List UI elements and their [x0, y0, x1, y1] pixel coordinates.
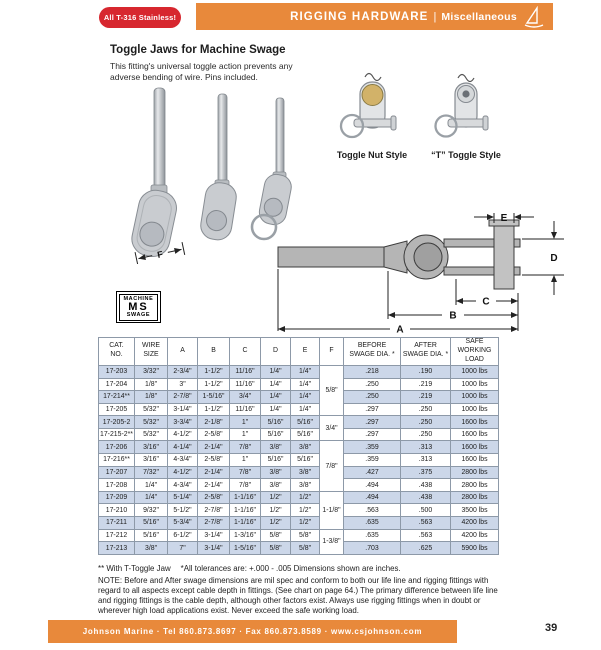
- footer-contact-bar: Johnson Marine · Tel 860.873.8697 · Fax 860.873.8589 · www.csjohnson.com: [48, 620, 457, 643]
- wire-squiggle-icon: [365, 74, 381, 81]
- page-description-line1: This fitting's universal toggle action prevents any: [110, 61, 293, 71]
- table-cell: 1000 lbs: [451, 365, 499, 378]
- table-row: [99, 491, 499, 504]
- table-cell: 1": [230, 416, 261, 429]
- table-cell: 1/2": [261, 517, 291, 530]
- table-cell: 1": [230, 428, 261, 441]
- table-cell: .297: [344, 403, 401, 416]
- table-cell: 17-212: [99, 529, 135, 542]
- table-cell: 3/8": [261, 441, 291, 454]
- table-row: [99, 542, 499, 555]
- table-cell: .219: [401, 391, 451, 404]
- toggle-nut-style-caption: Toggle Nut Style: [336, 150, 408, 160]
- table-row: [99, 365, 499, 378]
- column-header: E: [291, 338, 320, 366]
- table-cell: 1000 lbs: [451, 378, 499, 391]
- ms-badge-line1: MACHINE: [123, 295, 154, 302]
- toggle-nut-style-photo: [332, 68, 412, 151]
- footnote-tolerances: [98, 564, 411, 573]
- table-cell: .427: [344, 466, 401, 479]
- footnote-t-toggle: ** With T-Toggle Jaw: [98, 564, 171, 573]
- table-cell: 5/16": [291, 428, 320, 441]
- table-cell: .563: [344, 504, 401, 517]
- dim-label-b: B: [449, 310, 457, 322]
- footnote-note: NOTE: Before and After swage dimensions are mil spec and conform to both our life line and rigging fittings with regard to all aspects except cable depth in fittings. (See chart on page 64.) The primary difference between life line and rigging fittings is the cable depth, although other factors exist. Always use rigging fittings when in doubt or wherever high load applications exist. Never exceed the safe working load.: [98, 576, 498, 616]
- table-cell: 17-205: [99, 403, 135, 416]
- dim-label-a: A: [396, 324, 404, 335]
- wire-squiggle-icon: [458, 75, 474, 82]
- table-cell: 1-1/16": [230, 491, 261, 504]
- table-cell: 5/16": [291, 416, 320, 429]
- table-cell: 2-1/4": [198, 441, 230, 454]
- table-cell: .494: [344, 479, 401, 492]
- table-row: [99, 454, 499, 467]
- table-cell: .250: [401, 416, 451, 429]
- table-cell: 5/16": [135, 529, 168, 542]
- table-cell: 7/8": [230, 479, 261, 492]
- table-cell: 5/8": [291, 529, 320, 542]
- table-row: [99, 441, 499, 454]
- table-cell: 17-214**: [99, 391, 135, 404]
- table-cell: 1/8": [135, 378, 168, 391]
- table-cell: 17-209: [99, 491, 135, 504]
- table-cell: 1/2": [291, 504, 320, 517]
- table-cell: 17-204: [99, 378, 135, 391]
- table-cell: 17-211: [99, 517, 135, 530]
- table-cell: 1/4": [291, 365, 320, 378]
- dim-label-e: E: [500, 213, 508, 224]
- table-cell: .635: [344, 517, 401, 530]
- column-header: B: [198, 338, 230, 366]
- table-cell: .250: [401, 428, 451, 441]
- table-head-row: [99, 338, 499, 366]
- table-cell: 4200 lbs: [451, 529, 499, 542]
- table-cell: .703: [344, 542, 401, 555]
- f-dim-label: F: [156, 249, 164, 260]
- column-header: A: [168, 338, 198, 366]
- f-group-cell: 1-3/8": [320, 529, 344, 554]
- table-cell: 1600 lbs: [451, 428, 499, 441]
- table-cell: 3/8": [135, 542, 168, 555]
- column-header: SAFE WORKING LOAD: [451, 338, 499, 366]
- table-cell: 1/4": [135, 479, 168, 492]
- table-row: [99, 378, 499, 391]
- table-cell: .297: [344, 428, 401, 441]
- table-cell: 5/16": [261, 428, 291, 441]
- table-cell: 1-5/16": [198, 391, 230, 404]
- table-cell: 2-5/8": [198, 454, 230, 467]
- table-cell: 5-1/4": [168, 491, 198, 504]
- table-row: [99, 391, 499, 404]
- table-cell: 2-5/8": [198, 428, 230, 441]
- table-cell: .313: [401, 454, 451, 467]
- column-header: D: [261, 338, 291, 366]
- column-header: AFTER SWAGE DIA. *: [401, 338, 451, 366]
- table-cell: 1/4": [291, 403, 320, 416]
- table-cell: 3/8": [261, 479, 291, 492]
- table-cell: 7": [168, 542, 198, 555]
- table-row: [99, 529, 499, 542]
- dim-label-c: C: [482, 296, 490, 308]
- table-cell: 3/8": [291, 441, 320, 454]
- table-cell: 9/32": [135, 504, 168, 517]
- page-description: [110, 61, 352, 83]
- table-cell: .500: [401, 504, 451, 517]
- table-cell: 1/8": [135, 391, 168, 404]
- column-header: CAT. NO.: [99, 338, 135, 366]
- table-cell: 5900 lbs: [451, 542, 499, 555]
- table-cell: 17-215-2**: [99, 428, 135, 441]
- table-cell: 5-3/4": [168, 517, 198, 530]
- table-cell: 17-210: [99, 504, 135, 517]
- table-cell: 1/4": [261, 403, 291, 416]
- table-cell: 3": [168, 378, 198, 391]
- table-row: [99, 517, 499, 530]
- table-cell: 1-3/16": [230, 529, 261, 542]
- table-cell: 4-3/4": [168, 454, 198, 467]
- table-cell: 7/8": [230, 441, 261, 454]
- machine-swage-badge: [116, 291, 161, 323]
- table-cell: 5/8": [261, 542, 291, 555]
- footnote-tolerance-text: *All tolerances are: +.000 - .005 Dimensions shown are inches.: [180, 564, 401, 573]
- table-cell: 1-1/2": [198, 365, 230, 378]
- sailboat-logo-icon: [522, 6, 546, 35]
- table-cell: 1/4": [291, 378, 320, 391]
- table-cell: 3-3/4": [168, 416, 198, 429]
- table-cell: 11/16": [230, 403, 261, 416]
- section-title: RIGGING HARDWARE: [290, 10, 429, 23]
- table-cell: 5/16": [261, 454, 291, 467]
- table-cell: 4-3/4": [168, 479, 198, 492]
- column-header: BEFORE SWAGE DIA. *: [344, 338, 401, 366]
- table-cell: 3/8": [261, 466, 291, 479]
- table-cell: 4200 lbs: [451, 517, 499, 530]
- table-cell: 3/8": [291, 479, 320, 492]
- table-cell: 2800 lbs: [451, 466, 499, 479]
- section-subtitle: Miscellaneous: [441, 10, 517, 23]
- table-cell: 1/2": [261, 504, 291, 517]
- table-cell: 1-1/2": [198, 378, 230, 391]
- table-cell: 17-208: [99, 479, 135, 492]
- table-cell: .563: [401, 529, 451, 542]
- section-divider: |: [433, 10, 437, 23]
- table-cell: .635: [344, 529, 401, 542]
- table-cell: .250: [344, 378, 401, 391]
- table-cell: 1-1/16": [230, 517, 261, 530]
- table-cell: 1000 lbs: [451, 403, 499, 416]
- table-cell: 17-207: [99, 466, 135, 479]
- table-cell: 1/4": [135, 491, 168, 504]
- column-header: C: [230, 338, 261, 366]
- table-cell: 5/8": [261, 529, 291, 542]
- table-cell: 1600 lbs: [451, 416, 499, 429]
- toggle-jaw-photo-medium: [199, 94, 239, 242]
- table-cell: 1600 lbs: [451, 441, 499, 454]
- spec-table: [98, 337, 499, 555]
- table-cell: 3-1/4": [168, 403, 198, 416]
- table-cell: 1/2": [261, 491, 291, 504]
- table-cell: 2-1/8": [198, 416, 230, 429]
- table-cell: 5/32": [135, 416, 168, 429]
- dimension-diagram: [270, 213, 575, 340]
- table-cell: 2800 lbs: [451, 479, 499, 492]
- table-cell: 2-1/4": [198, 466, 230, 479]
- table-cell: 3/16": [135, 454, 168, 467]
- f-group-cell: 7/8": [320, 441, 344, 491]
- table-cell: 11/16": [230, 378, 261, 391]
- stainless-badge: All T-316 Stainless!: [99, 7, 181, 28]
- table-cell: 2-7/8": [198, 517, 230, 530]
- table-cell: 7/8": [230, 466, 261, 479]
- page-description-line2: adverse bending of wire. Pins included.: [110, 72, 258, 83]
- table-cell: 2-3/4": [168, 365, 198, 378]
- table-cell: 5/32": [135, 403, 168, 416]
- f-group-cell: 1-1/8": [320, 491, 344, 529]
- table-cell: .438: [401, 491, 451, 504]
- table-row: [99, 466, 499, 479]
- table-cell: 11/16": [230, 365, 261, 378]
- table-cell: 4-1/4": [168, 441, 198, 454]
- ms-badge-line2: MS: [128, 300, 149, 313]
- table-cell: 17-216**: [99, 454, 135, 467]
- page-title: Toggle Jaws for Machine Swage: [110, 44, 286, 56]
- table-cell: 5-1/2": [168, 504, 198, 517]
- table-cell: .218: [344, 365, 401, 378]
- table-cell: 17-206: [99, 441, 135, 454]
- table-cell: 1-1/16": [230, 504, 261, 517]
- table-cell: .438: [401, 479, 451, 492]
- table-cell: .563: [401, 517, 451, 530]
- table-cell: 1": [230, 454, 261, 467]
- toggle-jaw-photo-large: [129, 88, 185, 264]
- table-cell: 3-1/4": [198, 529, 230, 542]
- table-cell: 5/8": [291, 542, 320, 555]
- table-body: [99, 365, 499, 554]
- table-cell: 3-1/4": [198, 542, 230, 555]
- table-cell: 17-205-2: [99, 416, 135, 429]
- t-toggle-style-photo: [426, 70, 504, 151]
- table-cell: 2-7/8": [168, 391, 198, 404]
- table-cell: 3/8": [291, 466, 320, 479]
- table-cell: 17-203: [99, 365, 135, 378]
- table-cell: 1/4": [261, 378, 291, 391]
- table-cell: 3/32": [135, 365, 168, 378]
- table-cell: 5/32": [135, 428, 168, 441]
- t-toggle-style-caption: “T” Toggle Style: [431, 150, 501, 160]
- table-cell: .625: [401, 542, 451, 555]
- table-cell: 1/2": [291, 517, 320, 530]
- table-cell: 6-1/2": [168, 529, 198, 542]
- table-cell: 1000 lbs: [451, 391, 499, 404]
- table-row: [99, 479, 499, 492]
- table-cell: .359: [344, 454, 401, 467]
- table-cell: 2800 lbs: [451, 491, 499, 504]
- table-cell: 3/16": [135, 441, 168, 454]
- dim-label-d: D: [550, 253, 558, 264]
- table-cell: 7/32": [135, 466, 168, 479]
- table-cell: .250: [401, 403, 451, 416]
- table-row: [99, 416, 499, 429]
- table-cell: 3500 lbs: [451, 504, 499, 517]
- table-cell: 2-5/8": [198, 491, 230, 504]
- table-cell: .250: [344, 391, 401, 404]
- table-cell: 1/4": [261, 391, 291, 404]
- table-cell: 1600 lbs: [451, 454, 499, 467]
- table-cell: .313: [401, 441, 451, 454]
- section-header-bar: [196, 3, 553, 30]
- column-header: F: [320, 338, 344, 366]
- table-cell: 5/16": [261, 416, 291, 429]
- table-cell: 5/16": [135, 517, 168, 530]
- f-group-cell: 3/4": [320, 416, 344, 441]
- ms-badge-line3: SWAGE: [126, 311, 151, 318]
- f-group-cell: 5/8": [320, 365, 344, 415]
- table-cell: .297: [344, 416, 401, 429]
- table-cell: 2-1/4": [198, 479, 230, 492]
- table-cell: 4-1/2": [168, 466, 198, 479]
- table-cell: 5/16": [291, 454, 320, 467]
- table-cell: 3/4": [230, 391, 261, 404]
- table-row: [99, 428, 499, 441]
- table-cell: 17-213: [99, 542, 135, 555]
- table-row: [99, 504, 499, 517]
- table-cell: .190: [401, 365, 451, 378]
- page-number: 39: [545, 622, 558, 634]
- table-cell: 1/2": [291, 491, 320, 504]
- table-cell: 1/4": [291, 391, 320, 404]
- table-cell: 2-7/8": [198, 504, 230, 517]
- table-cell: 1-1/2": [198, 403, 230, 416]
- table-cell: .219: [401, 378, 451, 391]
- table-cell: .359: [344, 441, 401, 454]
- table-cell: 4-1/2": [168, 428, 198, 441]
- table-cell: 1-5/16": [230, 542, 261, 555]
- table-cell: 1/4": [261, 365, 291, 378]
- table-cell: .494: [344, 491, 401, 504]
- table-row: [99, 403, 499, 416]
- column-header: WIRE SIZE: [135, 338, 168, 366]
- table-cell: .375: [401, 466, 451, 479]
